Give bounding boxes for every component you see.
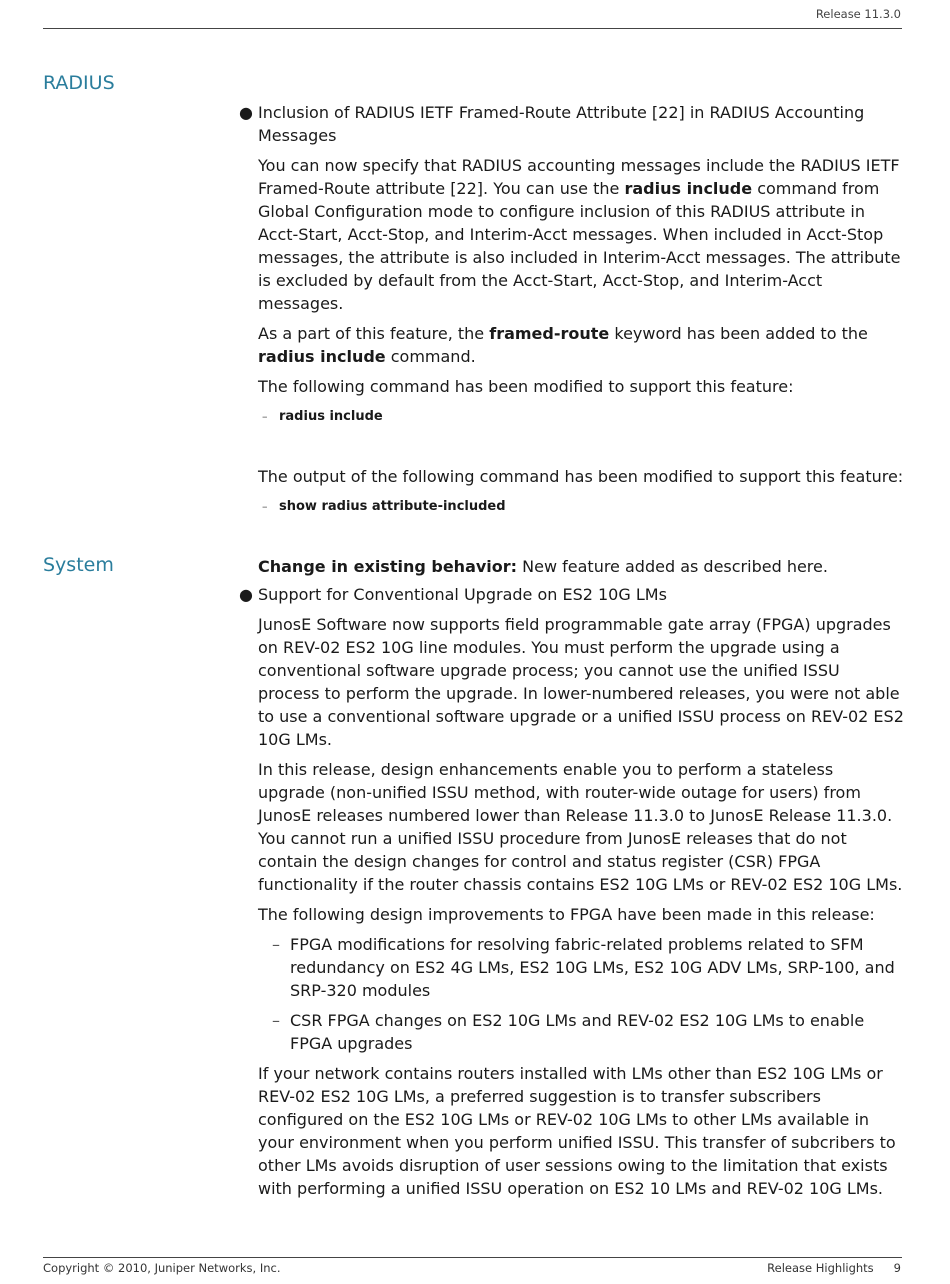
system-section-body xyxy=(239,583,904,1207)
page-number: 9 xyxy=(893,1261,901,1275)
dash-icon: – xyxy=(272,1011,280,1030)
radius-section-body xyxy=(239,101,904,585)
footer-section: Release Highlights xyxy=(767,1261,874,1275)
system-paragraph-1: JunosE Software now supports field programmable gate array (FPGA) upgrades on REV-02 ES2 10G line modules. You must perform the upgrade using a conventional software upgrade process; you cannot use the unified ISSU process to perform the upgrade. In lower-numbered releases, you were not able to use a conventional software upgrade or a unified ISSU process on REV-02 ES2 10G LMs. xyxy=(258,615,904,749)
text-run: command. xyxy=(385,347,476,366)
sub-item-fpga-modifications xyxy=(258,933,904,1002)
dash-icon: – xyxy=(272,935,280,954)
footer-right xyxy=(767,1261,901,1275)
system-bullet-text: Support for Conventional Upgrade on ES2 10G LMs xyxy=(258,585,667,604)
command-text: show radius attribute-included xyxy=(279,499,506,514)
system-paragraph-4: If your network contains routers installed with LMs other than ES2 10G LMs or REV-02 ES2 10G LMs, a preferred suggestion is to transfer subscribers configured on the ES2 10G LMs or REV-02 10G LMs to other LMs available in your environment when you perform unified ISSU. This transfer of subcribers to other LMs avoids disruption of user sessions owing to the limitation that exists with performing a unified ISSU operation on ES2 10 LMs and REV-02 10G LMs. xyxy=(258,1064,896,1198)
sub-item-csr-fpga xyxy=(258,1009,904,1055)
text-run: keyword has been added to the xyxy=(609,324,868,343)
sub-item-text: CSR FPGA changes on ES2 10G LMs and REV-02 ES2 10G LMs to enable FPGA upgrades xyxy=(290,1011,865,1053)
header-release: Release 11.3.0 xyxy=(815,7,901,21)
change-text: New feature added as described here. xyxy=(517,557,828,576)
sub-item-text: FPGA modifications for resolving fabric-related problems related to SFM redundancy on ES2 4G LMs, ES2 10G LMs, ES2 10G ADV LMs, SRP-100, and SRP-320 modules xyxy=(290,935,895,1000)
system-paragraph-3: The following design improvements to FPGA have been made in this release: xyxy=(258,905,875,924)
section-title-system: System xyxy=(43,554,114,576)
radius-bullet-text: Inclusion of RADIUS IETF Framed-Route Attribute [22] in RADIUS Accounting Messages xyxy=(258,103,865,145)
footer-copyright: Copyright © 2010, Juniper Networks, Inc. xyxy=(43,1261,281,1275)
change-label: Change in existing behavior: xyxy=(258,557,518,576)
text-run: You can now specify that RADIUS accounting messages include the RADIUS IETF Framed-Route attribute [22]. You can use the xyxy=(258,156,900,198)
header-divider xyxy=(43,28,902,29)
keyword-term: framed-route xyxy=(489,324,610,343)
text-run: As a part of this feature, the xyxy=(258,324,490,343)
command-text: radius include xyxy=(279,409,383,424)
command-term: radius include xyxy=(624,179,753,198)
system-paragraph-2: In this release, design enhancements enable you to perform a stateless upgrade (non-unified ISSU method, with router-wide outage for users) from JunosE releases numbered lower than Release 11.3.0 to JunosE Release 11.3.0. You cannot run a unified ISSU procedure from JunosE releases that do not contain the design changes for control and status register (CSR) FPGA functionality if the router chassis contains ES2 10G LMs or REV-02 ES2 10G LMs. xyxy=(258,760,903,894)
section-title-radius: RADIUS xyxy=(43,72,115,94)
radius-bullet xyxy=(239,101,904,147)
bullet-icon: ● xyxy=(239,103,253,122)
command-item-show-radius xyxy=(258,495,904,518)
command-item-radius-include xyxy=(258,405,904,428)
radius-paragraph-3: The following command has been modified to support this feature: xyxy=(258,377,794,396)
command-term: radius include xyxy=(258,347,386,366)
radius-paragraph-1 xyxy=(258,154,904,315)
footer-divider xyxy=(43,1257,902,1258)
radius-paragraph-2 xyxy=(258,322,904,368)
system-bullet xyxy=(239,583,904,606)
dash-icon: – xyxy=(262,410,268,423)
dash-icon: – xyxy=(262,500,268,513)
text-run: command from Global Configuration mode to configure inclusion of this RADIUS attribute in Acct-Start, Acct-Stop, and Interim-Acct messages. When included in Acct-Stop messages, the attribute is also included in Interim-Acct messages. The attribute is excluded by default from the Acct-Start, Acct-Stop, and Interim-Acct messages. xyxy=(258,179,901,313)
radius-paragraph-4: The output of the following command has been modified to support this feature: xyxy=(258,467,904,486)
change-in-behavior xyxy=(258,555,904,578)
bullet-icon: ● xyxy=(239,585,253,604)
